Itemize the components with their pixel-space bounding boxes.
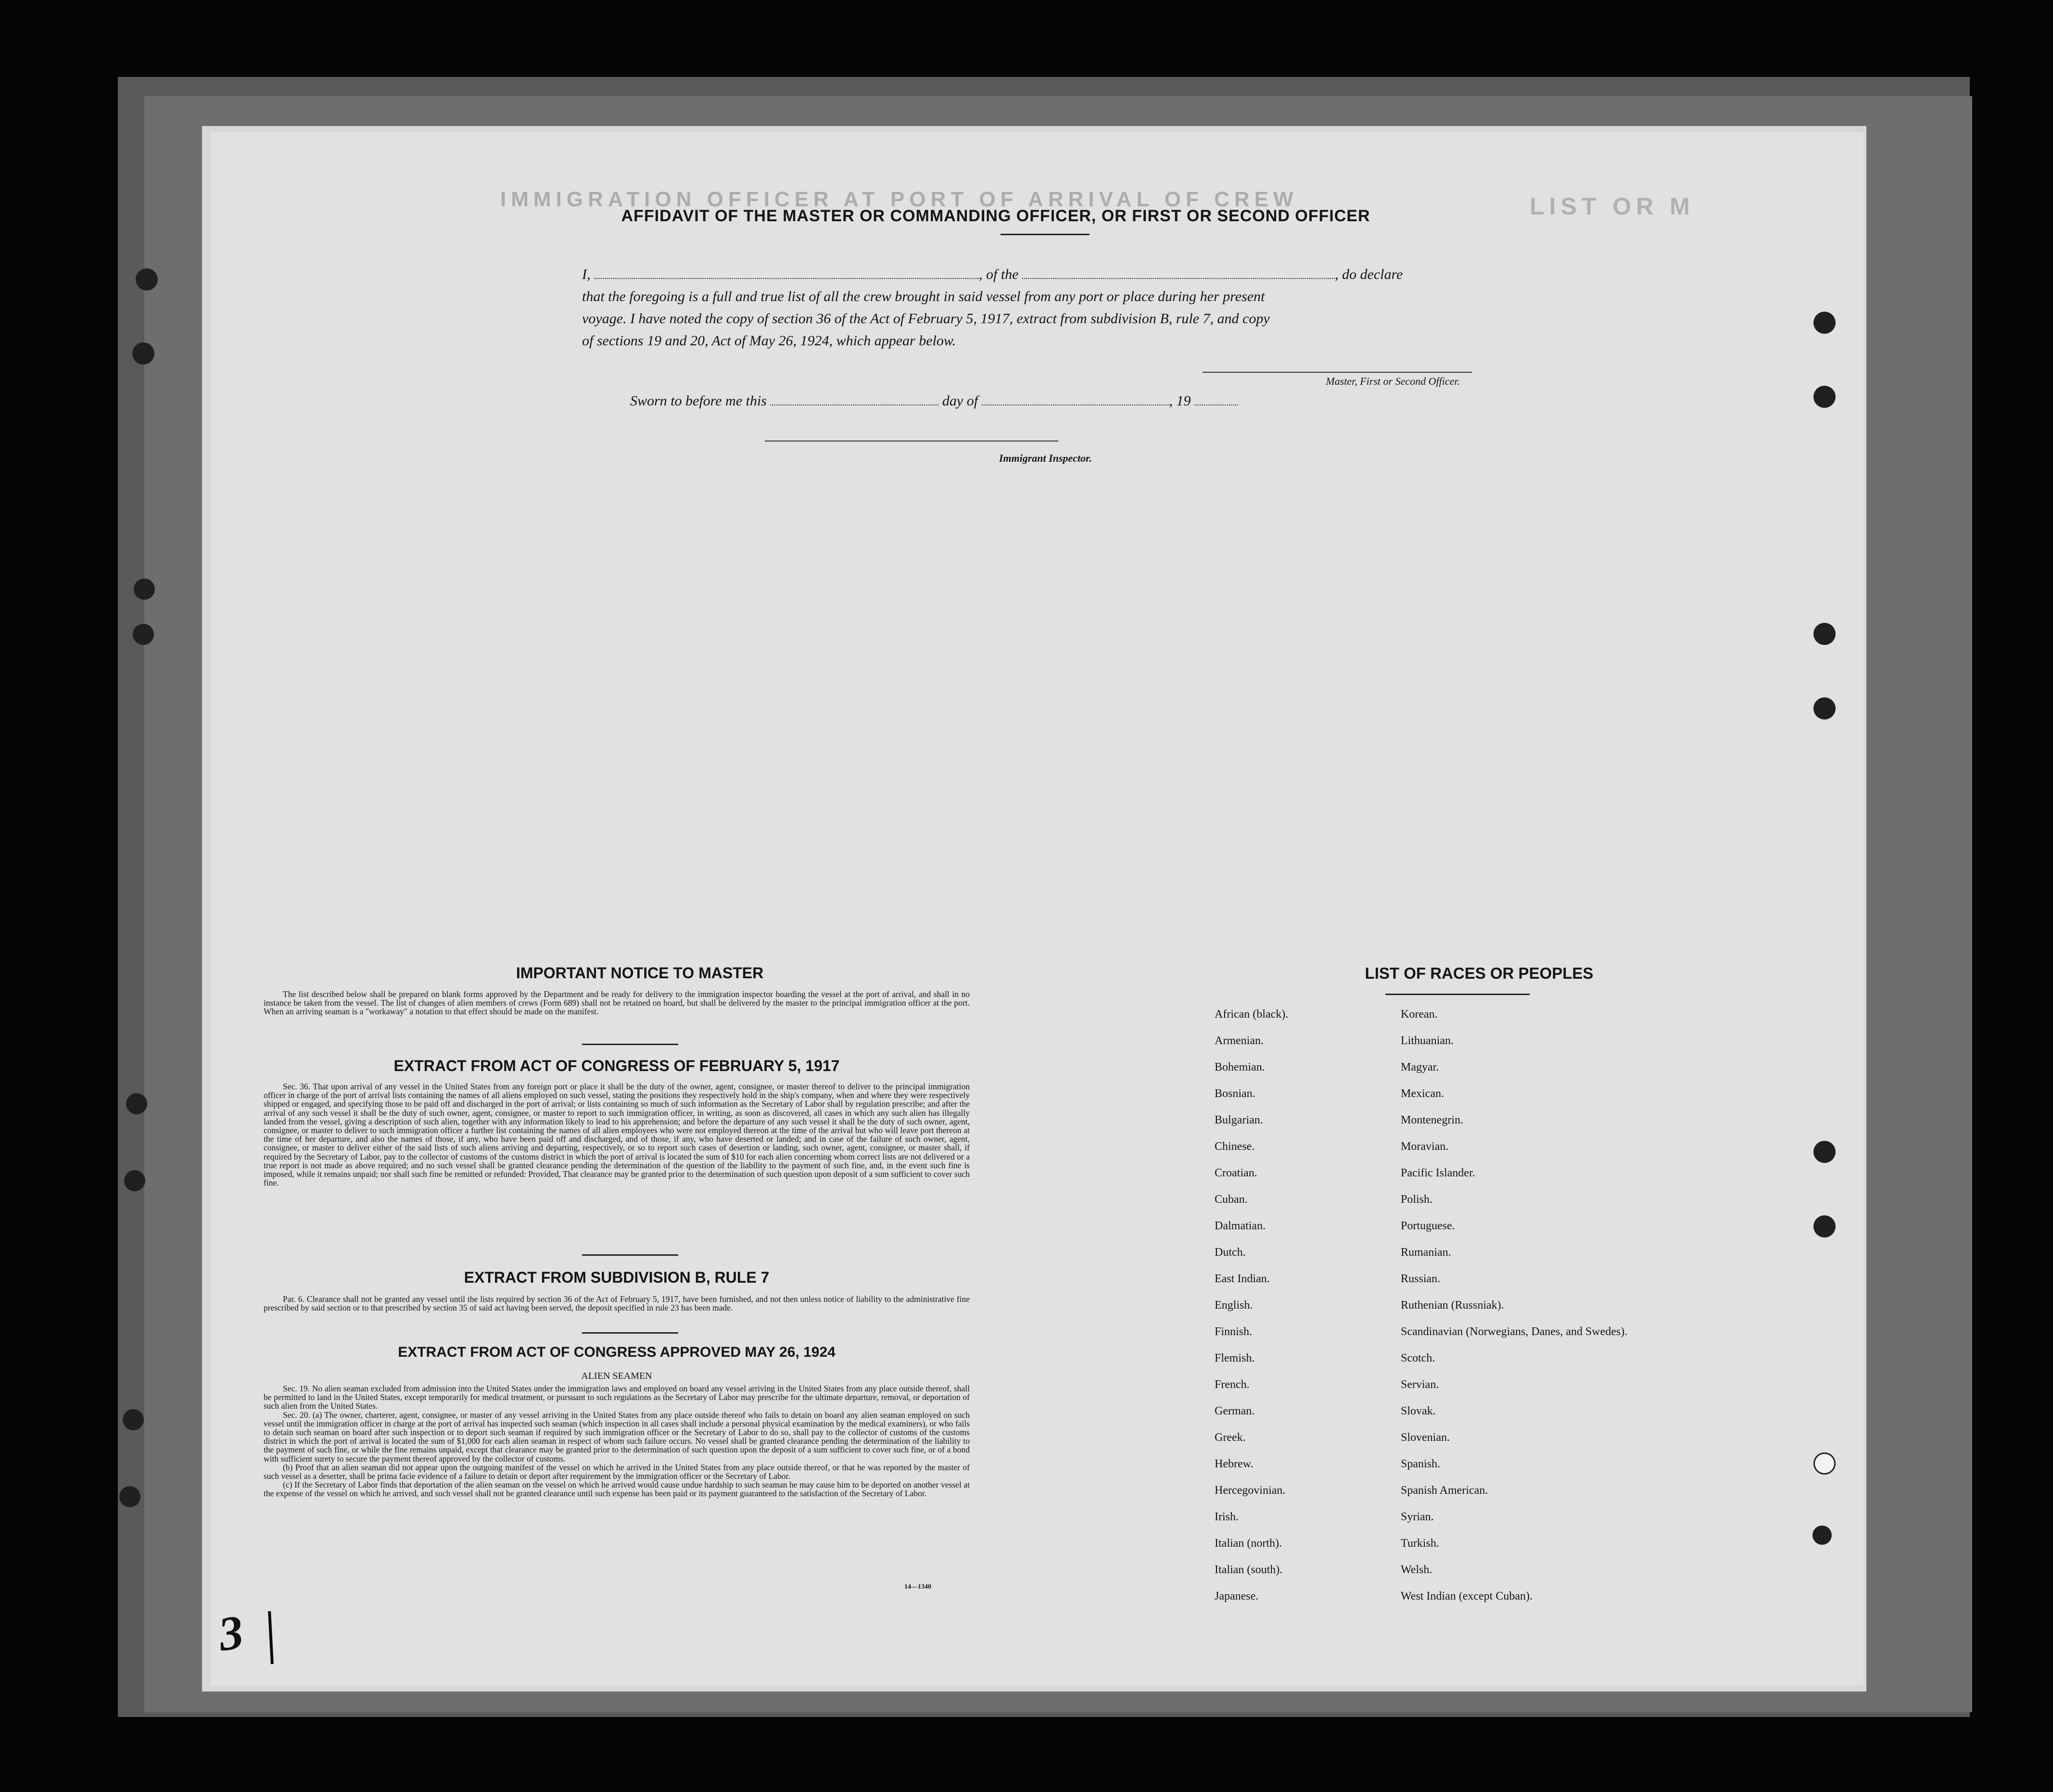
punch-hole [124,1170,145,1191]
punch-hole [123,1409,144,1430]
inspector-label: Immigrant Inspector. [999,452,1092,464]
extract-1924-sec19: Sec. 19. No alien seaman excluded from admission into the United States under the immigration laws and employed on board any vessel arriving in the United States from any place outside thereof, shall be permitted to land in the United States, except temporarily for medical treatment, or pursuant to such regulations as the Secretary of Labor may prescribe for the ultimate departure, removal, or deportation of such alien from the United States. [264,1384,970,1411]
races-title-rule [1385,994,1530,995]
handwritten-page-number: 3 [215,1605,247,1661]
race-item: Pacific Islander. [1401,1167,1475,1179]
sworn-label: Sworn to before me this [630,393,767,409]
declaration-line-2: that the foregoing is a full and true list of all the crew brought in said vessel from any port or place during her present [582,289,1265,304]
declaration-line-1 [582,264,1506,286]
race-item: Syrian. [1401,1511,1434,1523]
sworn-year-blank[interactable] [1194,392,1238,405]
extract-1917-rule [582,1254,678,1256]
race-item: Cuban. [1215,1193,1248,1206]
race-item: Irish. [1215,1511,1239,1523]
race-item: Flemish. [1215,1352,1255,1364]
sworn-day-of: day of [942,393,978,409]
punch-hole [119,1486,140,1507]
punch-hole [1813,1452,1836,1475]
punch-hole [1812,1526,1832,1545]
race-item: Croatian. [1215,1167,1257,1179]
race-item: Slovak. [1401,1405,1436,1417]
races-title: LIST OF RACES OR PEOPLES [1365,964,1594,982]
extract-rule7-title: EXTRACT FROM SUBDIVISION B, RULE 7 [464,1269,770,1286]
extract-1924-sec20a: Sec. 20. (a) The owner, charterer, agent, consignee, or master of any vessel arriving in the United States from any place outside thereof who fails to detain on board any alien seaman employed on such vessel until the immigration officer in charge at the port of arrival has inspected such seaman (which inspection in all cases shall include a personal physical examination by the medical examiners), or who fails to detain such seaman on board after such inspection or to deport such seaman if required by such immigration officer or the Secretary of Labor to do so, shall pay to the collector of customs of the customs district in which the port of arrival is located the sum of $1,000 for each alien seaman in respect of whom such failure occurs. No vessel shall be granted clearance pending the determination of the liability to the payment of such fine, or while the fine remains unpaid, except that clearance may be granted prior to the determination of such question upon the deposit of a sum sufficient to cover such fine, or of a bond with sufficient surety to secure the payment thereof approved by the collector of customs. [264,1410,970,1464]
extract-1924-title: EXTRACT FROM ACT OF CONGRESS APPROVED MAY 26, 1924 [398,1344,836,1360]
race-item: Welsh. [1401,1564,1432,1576]
race-item: Japanese. [1215,1590,1259,1603]
race-item: Mexican. [1401,1087,1444,1100]
race-item: Scotch. [1401,1352,1435,1364]
race-item: Portuguese. [1401,1220,1455,1232]
sworn-line [630,392,1304,409]
race-item: Turkish. [1401,1537,1439,1550]
race-item: Dalmatian. [1215,1220,1266,1232]
race-item: Moravian. [1401,1140,1449,1153]
race-item: Italian (south). [1215,1564,1283,1576]
punch-hole [1813,1215,1836,1237]
races-column-1 [1215,1008,1369,1616]
race-item: Scandinavian (Norwegians, Danes, and Swedes). [1401,1325,1628,1338]
race-item: Bulgarian. [1215,1114,1263,1126]
affidavit-title-rule [1001,234,1090,235]
affidavit-title: AFFIDAVIT OF THE MASTER OR COMMANDING OFFICER, OR FIRST OR SECOND OFFICER [621,207,1370,225]
race-item: Ruthenian (Russniak). [1401,1299,1504,1312]
punch-hole [1813,1141,1836,1163]
race-item: East Indian. [1215,1273,1270,1285]
race-item: French. [1215,1378,1250,1391]
punch-hole [133,624,154,645]
inspector-signature-line[interactable] [765,441,1058,442]
extract-1917-title: EXTRACT FROM ACT OF CONGRESS OF FEBRUARY 5, 1917 [393,1057,840,1074]
race-item: Greek. [1215,1431,1246,1444]
sworn-day-blank[interactable] [770,392,938,405]
extract-rule7-rule [582,1332,678,1334]
punch-hole [1813,697,1836,719]
punch-hole [134,579,155,600]
declaration-line-3: voyage. I have noted the copy of section 36 of the Act of February 5, 1917, extract from subdivision B, rule 7, and copy [582,311,1270,327]
race-item: Hebrew. [1215,1458,1254,1470]
extract-1924-text [264,1384,970,1498]
race-item: Slovenian. [1401,1431,1450,1444]
race-item: English. [1215,1299,1253,1312]
declaration-do-declare: , do declare [1335,266,1403,282]
race-item: West Indian (except Cuban). [1401,1590,1533,1603]
extract-1924-subtitle: ALIEN SEAMEN [581,1371,652,1381]
race-item: Spanish American. [1401,1484,1488,1497]
extract-1924-sec20b: (b) Proof that an alien seaman did not appear upon the outgoing manifest of the vessel on which he arrived in the United States from any place outside thereof, or that he was reported by the master of such vessel as a deserter, shall be prima facie evidence of a failure to detain or deport after requirement by the immigration officer or the Secretary of Labor. [264,1462,970,1481]
race-item: Bosnian. [1215,1087,1255,1100]
signature-label: Master, First or Second Officer. [1326,375,1460,387]
extract-1924-sec20c: (c) If the Secretary of Labor finds that deportation of the alien seaman on the vessel on which he arrived would cause undue hardship to such seaman he may cause him to be deported on another vessel at the expense of the vessel on which he arrived, and such vessel shall not be granted clearance until such expense has been paid or its payment guaranteed to the satisfaction of the Secretary of Labor. [264,1480,970,1499]
punch-hole [1813,623,1836,645]
races-column-2 [1401,1008,1632,1616]
bleed-through-title-left: IMMIGRATION OFFICER AT PORT OF ARRIVAL OF CREW [500,188,1298,211]
race-item: Russian. [1401,1273,1441,1285]
race-item: Lithuanian. [1401,1035,1454,1047]
punch-hole [126,1093,147,1114]
race-item: Armenian. [1215,1035,1264,1047]
punch-hole [136,268,158,290]
vessel-name-blank[interactable] [1022,265,1335,279]
race-item: Servian. [1401,1378,1439,1391]
race-item: Spanish. [1401,1458,1441,1470]
extract-1917-body: Sec. 36. That upon arrival of any vessel in the United States from any foreign port or place it shall be the duty of the owner, agent, consignee, or master thereof to deliver to the principal immigration officer in charge of the port of arrival lists containing the names of all aliens employed on such vessel, stating the positions they respectively hold in the ship's company, when and where they were respectively shipped or engaged, and specifying those to be paid off and discharged in the port of arrival; or lists containing so much of such information as the Secretary of Labor shall by regulation prescribe; and after the arrival of any such vessel it shall be the duty of such owner, agent, consignee, or master to report to such immigration officer, in writing, as soon as discovered, all cases in which any such alien has illegally landed from the vessel, giving a description of such alien, together with any information likely to lead to his apprehension; and before the departure of any such vessel it shall be the duty of such owner, agent, consignee, or master to deliver to such immigration officer a further list containing the names of all alien employees who were not employed thereon at the time of the arrival but who will leave port thereon at the time of her departure, and also the names of those, if any, who have been paid off and discharged, and of those, if any, who have deserted or landed; and in case of the failure of such owner, agent, consignee, or master to deliver either of the said lists of such aliens arriving and departing, respectively, or so to report such cases of desertion or landing, such owner, agent, consignee, or master shall, if required by the Secretary of Labor, pay to the collector of customs of the customs district in which the port of arrival is located the sum of $10 for each alien concerning whom correct lists are not delivered or a true report is not made as above required; and no such vessel shall be granted clearance pending the determination of the question of the liability to the payment of such fine, and, in the event such fine is imposed, while it remains unpaid; nor shall such fine be remitted or refunded: Provided, That clearance may be granted prior to the determination of such question upon deposit of a sum sufficient to cover such fine. [264,1082,970,1188]
race-item: Magyar. [1401,1061,1439,1073]
race-item: African (black). [1215,1008,1289,1021]
affidavit-declaration [582,264,1506,352]
punch-hole [132,342,154,365]
officer-name-blank[interactable] [594,265,979,279]
notice-rule [582,1044,678,1045]
race-item: Italian (north). [1215,1537,1282,1550]
declaration-line-4: of sections 19 and 20, Act of May 26, 1924, which appear below. [582,333,956,349]
declaration-of-the: , of the [979,266,1019,282]
race-item: Rumanian. [1401,1246,1451,1259]
signature-line[interactable] [1203,372,1472,373]
sworn-month-blank[interactable] [982,392,1169,405]
extract-rule7-body: Par. 6. Clearance shall not be granted any vessel until the lists required by section 36 of the Act of February 5, 1917, have been furnished, and not then unless notice of liability to the administrative fine prescribed by said section or to that prescribed by section 35 of said act having been served, the deposit specified in rule 23 has been made. [264,1294,970,1313]
race-item: Montenegrin. [1401,1114,1463,1126]
race-item: Bohemian. [1215,1061,1265,1073]
notice-title: IMPORTANT NOTICE TO MASTER [516,964,764,982]
race-item: Chinese. [1215,1140,1255,1153]
sworn-year-label: , 19 [1169,393,1191,409]
form-number: 14—1340 [904,1583,931,1590]
punch-hole [1813,386,1836,408]
race-item: Hercegovinian. [1215,1484,1286,1497]
declaration-i: I, [582,266,591,282]
notice-body: The list described below shall be prepared on blank forms approved by the Department and be ready for delivery to the immigration inspector boarding the vessel at the port of arrival, and shall in no instance be taken from the vessel. The list of changes of alien members of crews (Form 689) shall not be retained on board, but shall be delivered by the master to the principal immigration officer at the port. When an arriving seaman is a "workaway" a notation to that effect should be made on the manifest. [264,989,970,1017]
race-item: Dutch. [1215,1246,1246,1259]
race-item: Polish. [1401,1193,1433,1206]
punch-hole [1813,312,1836,334]
race-item: German. [1215,1405,1255,1417]
race-item: Korean. [1401,1008,1438,1021]
race-item: Finnish. [1215,1325,1253,1338]
bleed-through-title-right: LIST OR M [1530,193,1695,220]
